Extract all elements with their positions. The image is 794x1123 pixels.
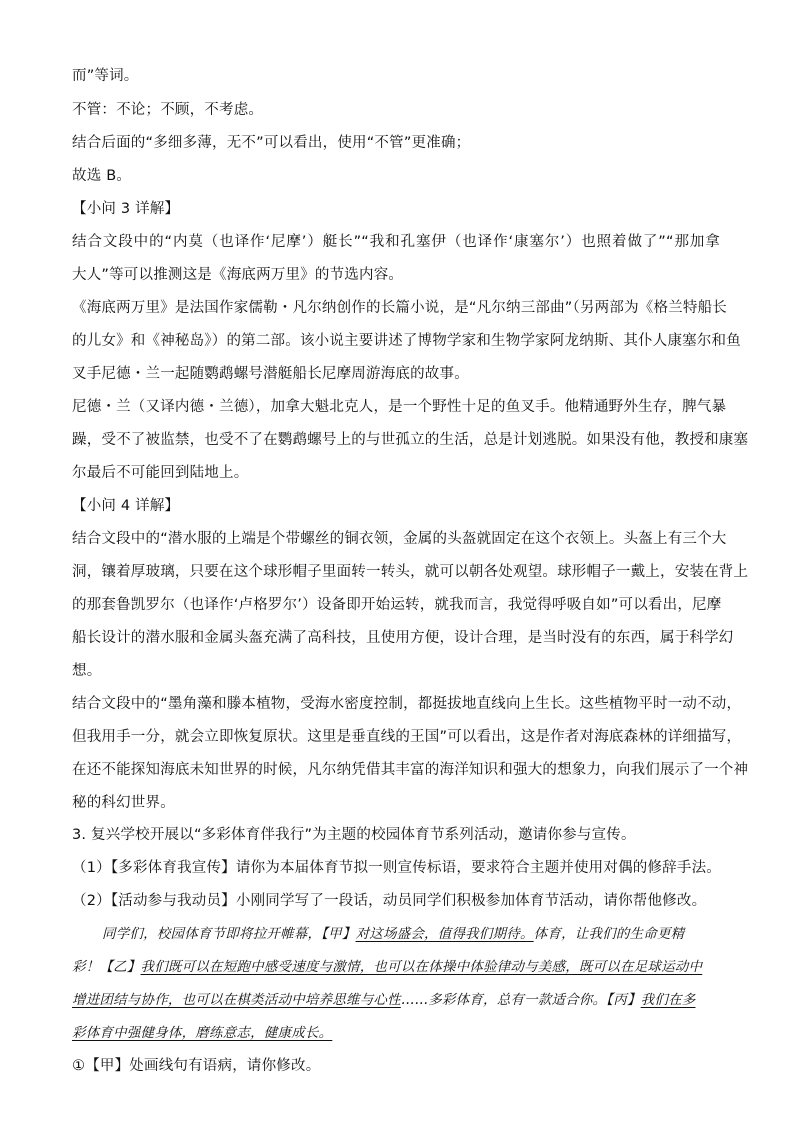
- underlined-sentence-yi-cont: 增进团结与协作，也可以在棋类活动中培养思维与心性: [72, 992, 401, 1008]
- text-line: 尔最后不可能回到陆地上。: [72, 465, 249, 481]
- passage-line: 增进团结与协作，也可以在棋类活动中培养思维与心性……多彩体育，总有一款适合你。【丙】我们在多: [72, 992, 696, 1008]
- text-line: 故选 B。: [72, 168, 132, 184]
- text-line: 《海底两万里》是法国作家儒勒・凡尔纳创作的长篇小说，是“凡尔纳三部曲”（另两部为《格兰特船长: [72, 300, 727, 316]
- question-item: ①【甲】处画线句有语病，请你修改。: [72, 1058, 321, 1074]
- text-line: 结合文段中的“墨角藻和滕本植物，受海水密度控制，都挺拔地直线向上生长。这些植物平时一动不动，: [72, 696, 742, 712]
- text-line: 叉手尼德・兰一起随鹦鹉螺号潜艇船长尼摩周游海底的故事。: [72, 366, 469, 382]
- text-line: 结合后面的“多细多薄，无不”可以看出，使用“不管”更准确；: [72, 135, 471, 151]
- question-intro: 3. 复兴学校开展以“多彩体育伴我行”为主题的校园体育节系列活动，邀请你参与宣传。: [72, 827, 636, 843]
- text-line: 秘的科幻世界。: [72, 795, 175, 811]
- text-line: 躁，受不了被监禁，也受不了在鹦鹉螺号上的与世孤立的生活，总是计划逃脱。如果没有他，教授和康塞: [72, 432, 749, 448]
- underlined-sentence-jia: 对这场盛会，值得我们期待。: [355, 926, 534, 942]
- section-heading: 【小问 4 详解】: [72, 498, 180, 514]
- passage-line: [72, 1021, 332, 1041]
- subquestion-2: （2）【活动参与我动员】小刚同学写了一段话，动员同学们积极参加体育节活动，请你帮他修改。: [72, 893, 707, 909]
- text-line: 想。: [72, 663, 102, 679]
- text-line: 大人”等可以推测这是《海底两万里》的节选内容。: [72, 267, 404, 283]
- text-line: 船长设计的潜水服和金属头盔充满了高科技，且使用方便，设计合理，是当时没有的东西，属于科学幻: [72, 630, 734, 646]
- text-line: 结合文段中的“潜水服的上端是个带螺丝的铜衣领，金属的头盔就固定在这个衣领上。头盔上有三个大: [72, 531, 727, 547]
- underlined-sentence-bing-cont: 彩体育中强健身体，磨练意志，健康成长。: [72, 1025, 333, 1041]
- text-line: 尼德・兰（又译内德・兰德），加拿大魁北克人，是一个野性十足的鱼叉手。他精通野外生存，脾气暴: [72, 399, 727, 415]
- underlined-sentence-yi: 我们既可以在短跑中感受速度与激情，也可以在体操中体验律动与美感，既可以在足球运动中: [140, 959, 703, 975]
- text-line: 洞，镶着厚玻璃，只要在这个球形帽子里面转一转头，就可以朝各处观望。球形帽子一戴上，安装在背上: [72, 564, 749, 580]
- underlined-sentence-bing: 我们在多: [640, 992, 696, 1008]
- passage-line: 同学们，校园体育节即将拉开帷幕，【甲】对这场盛会，值得我们期待。体育，让我们的生命更精: [102, 926, 685, 942]
- text-line: 但我用手一分，就会立即恢复原状。这里是垂直线的王国”可以看出，这是作者对海底森林的详细描写，: [72, 729, 742, 745]
- passage-line: 彩！【乙】我们既可以在短跑中感受速度与激情，也可以在体操中体验律动与美感，既可以在足球运动中: [72, 959, 703, 975]
- text-line: 的儿女》和《神秘岛》）的第二部。该小说主要讲述了博物学家和生物学家阿龙纳斯、其仆人康塞尔和鱼: [72, 333, 741, 349]
- text-line: 结合文段中的“内莫（也译作‘尼摩’）艇长”“我和孔塞伊（也译作‘康塞尔’）也照着做了”“那加拿: [72, 234, 720, 250]
- text-line: 在还不能探知海底未知世界的时候，凡尔纳凭借其丰富的海洋知识和强大的想象力，向我们展示了一个神: [72, 762, 749, 778]
- section-heading: 【小问 3 详解】: [72, 201, 180, 217]
- text-line: 的那套鲁凯罗尔（也译作‘卢格罗尔’）设备即开始运转，就我而言，我觉得呼吸自如”可以看出，尼摩: [72, 597, 722, 613]
- text-line: 而”等词。: [72, 68, 139, 84]
- subquestion-1: （1）【多彩体育我宣传】请你为本届体育节拟一则宣传标语，要求符合主题并使用对偶的修辞手法。: [72, 860, 721, 876]
- text-line: 不管：不论；不顾，不考虑。: [72, 102, 264, 118]
